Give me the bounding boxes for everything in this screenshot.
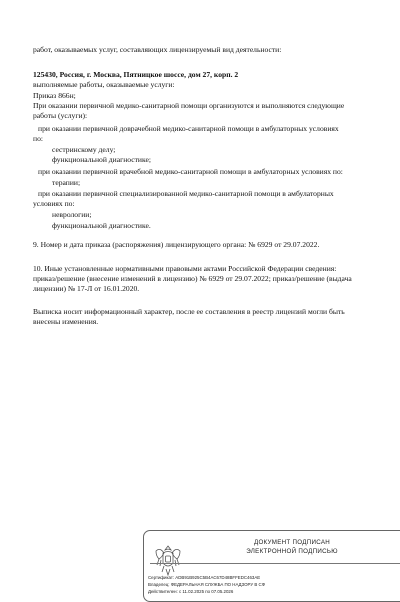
document-line: условиях по: [33,199,75,208]
document-line: При оказании первичной медико-санитарной помощи организуются и выполняются следующие [33,101,345,110]
document-line: 125430, Россия, г. Москва, Пятницкое шоссе, дом 27, корп. 2 [33,70,239,79]
stamp-title-line-1: ДОКУМЕНТ ПОДПИСАН [253,539,331,546]
document-line: неврологии; [52,210,92,219]
document-line: функциональной диагностике; [52,155,151,164]
document-line: лицензии) № 17-Л от 16.01.2020. [33,284,140,293]
document-line: работ, оказываемых услуг, составляющих лицензируемый вид деятельности: [33,45,282,54]
document-line: при оказании первичной врачебной медико-санитарной помощи в амбулаторных условиях по: [38,167,343,176]
document-line: приказ/решение (внесение изменений в лицензию) № 6929 от 29.07.2022; приказ/решение (выдача [33,274,352,283]
document-line: работы (услуги): [33,111,88,120]
stamp-certificate: Сертификат: ADB91B925C5B4AC67D48BFFEDC463AE [148,575,261,580]
document-line: при оказании первичной доврачебной медико-санитарной помощи в амбулаторных условиях [38,124,339,133]
document-line: 9. Номер и дата приказа (распоряжения) лицензирующего органа: № 6929 от 29.07.2022. [33,240,320,249]
document-line: выполняемые работы, оказываемые услуги: [33,80,175,89]
document-line: терапии; [52,178,81,187]
document-line: Приказ 866н; [33,91,76,100]
stamp-validity: Действителен: с 11.02.2025 по 07.05.2026 [148,589,234,594]
document-line: сестринскому делу; [52,145,116,154]
coat-of-arms-emblem [150,541,186,579]
stamp-title-line-2: ЭЛЕКТРОННОЙ ПОДПИСЬЮ [246,548,338,555]
stamp-owner: Владелец: ФЕДЕРАЛЬНАЯ СЛУЖБА ПО НАДЗОРУ В СФ [148,582,266,587]
document-line: внесены изменения. [33,317,99,326]
document-line: Выписка носит информационный характер, после ее составления в реестр лицензий могли быть [33,307,345,316]
document-line: при оказании первичной специализированной медико-санитарной помощи в амбулаторных [38,189,334,198]
document-line: по: [33,134,43,143]
document-line: функциональной диагностике. [52,221,151,230]
stamp-divider [150,563,400,564]
document-line: 10. Иные установленные нормативными правовыми актами Российской Федерации сведения: [33,264,337,273]
electronic-signature-stamp [143,530,400,602]
